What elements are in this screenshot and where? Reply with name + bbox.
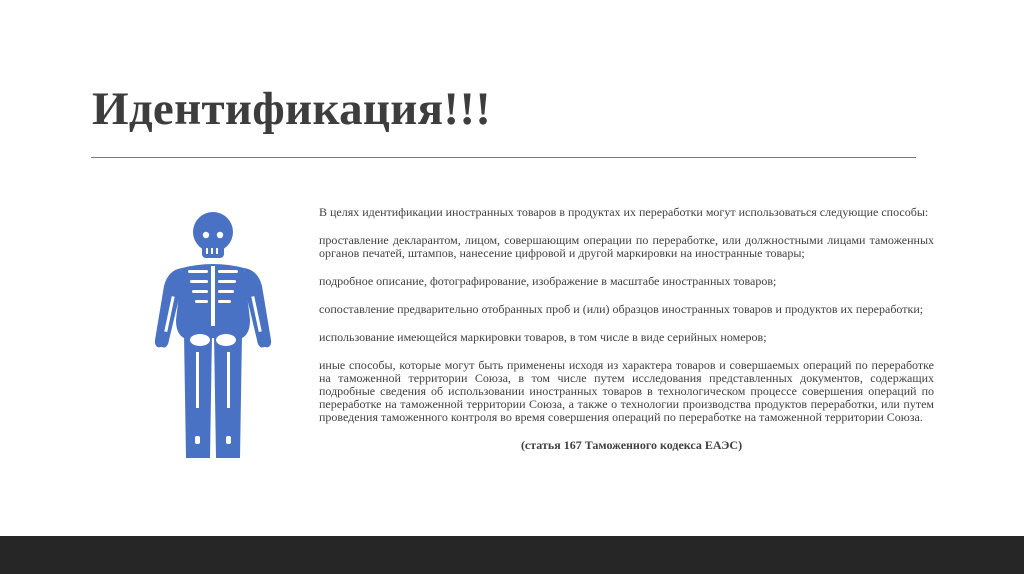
slide-title: Идентификация!!! [92,83,492,135]
footer-bar [0,536,1024,574]
body-text [319,206,934,467]
title-divider [91,157,916,158]
list-item: сопоставление предварительно отобранных проб и (или) образцов иностранных товаров и продуктов их переработки; [319,302,924,316]
source-citation: (статья 167 Таможенного кодекса ЕАЭС) [520,438,743,452]
list-item: подробное описание, фотографирование, изображение в масштабе иностранных товаров; [319,274,777,288]
list-item: иные способы, которые могут быть применены исходя из характера товаров и совершаемых операций по переработке на таможенной территории Союза, в том числе путем исследования представленных документов, содержащих подробные сведения об использовании иностранных товаров в технологическом процессе совершения операций по переработке на таможенной территории Союза, а также о технологии производства продуктов переработки, или путем проведения таможенного контроля во время совершения операций по переработке на таможенной территории Союза. [319,358,934,424]
intro-paragraph: В целях идентификации иностранных товаров в продуктах их переработки могут использоваться следующие способы: [319,205,929,219]
list-item: проставление декларантом, лицом, совершающим операции по переработке, или должностными лицами таможенных органов печатей, штампов, нанесение цифровой и другой маркировки на иностранные товары; [319,233,934,260]
skeleton-body-icon [150,208,276,460]
list-item: использование имеющейся маркировки товаров, в том числе в виде серийных номеров; [319,330,767,344]
